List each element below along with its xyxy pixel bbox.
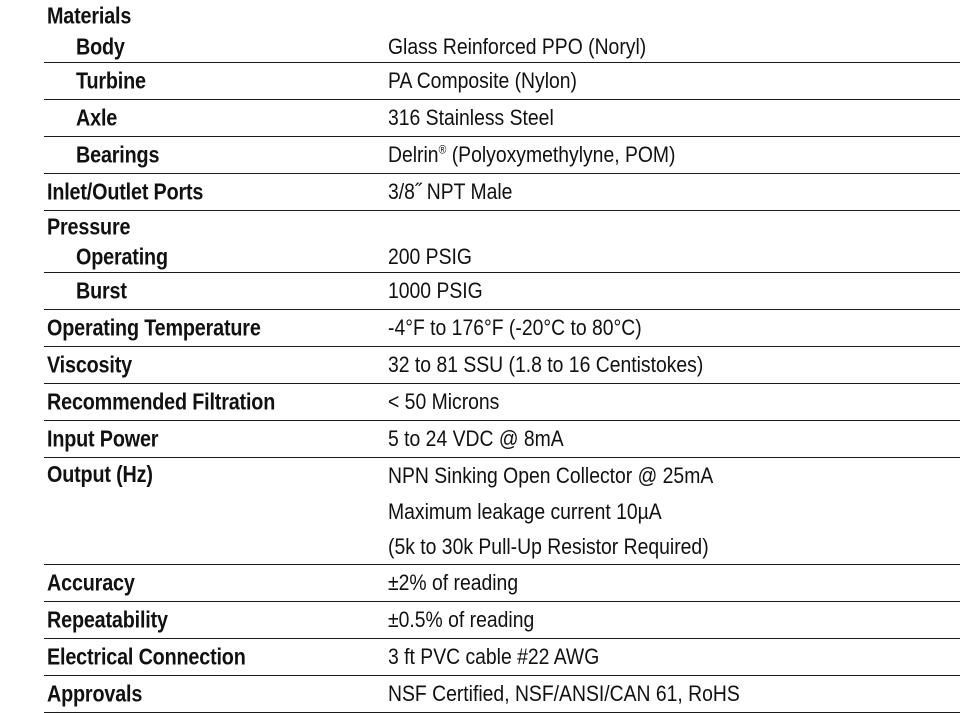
spec-row-operating-pressure <box>44 242 960 273</box>
approvals-value: NSF Certified, NSF/ANSI/CAN 61, RoHS <box>388 681 740 706</box>
accuracy-label: Accuracy <box>47 569 135 596</box>
specifications-table <box>44 0 960 713</box>
ports-value: 3/8˝ NPT Male <box>388 179 513 204</box>
temperature-value: -4°F to 176°F (-20°C to 80°C) <box>388 315 642 340</box>
axle-value: 316 Stainless Steel <box>388 105 554 130</box>
materials-heading: Materials <box>47 2 132 29</box>
spec-row-turbine <box>44 63 960 100</box>
spec-row-axle <box>44 100 960 137</box>
viscosity-value: 32 to 81 SSU (1.8 to 16 Centistokes) <box>388 352 704 377</box>
input-power-label: Input Power <box>47 425 159 452</box>
bearings-value-main: Delrin <box>388 142 439 167</box>
spec-row-bearings <box>44 137 960 174</box>
repeatability-label: Repeatability <box>47 606 168 633</box>
bearings-value-rest: (Polyoxymethylyne, POM) <box>446 142 676 167</box>
output-label: Output (Hz) <box>47 461 153 487</box>
spec-row-burst-pressure <box>44 273 960 310</box>
axle-label: Axle <box>76 104 118 131</box>
spec-row-ports <box>44 174 960 211</box>
spec-row-input-power <box>44 421 960 458</box>
spec-row-accuracy <box>44 565 960 602</box>
spec-row-repeatability <box>44 602 960 639</box>
turbine-value: PA Composite (Nylon) <box>388 68 578 93</box>
accuracy-value: ±2% of reading <box>388 570 519 595</box>
spec-row-temperature <box>44 310 960 347</box>
output-line: (5k to 30k Pull-Up Resistor Required) <box>388 534 709 559</box>
filtration-label: Recommended Filtration <box>47 388 276 415</box>
output-line: NPN Sinking Open Collector @ 25mA <box>388 463 714 488</box>
temperature-label: Operating Temperature <box>47 314 261 341</box>
materials-heading-row <box>44 0 960 32</box>
burst-pressure-label: Burst <box>76 277 127 304</box>
spec-row-body <box>44 32 960 63</box>
registered-mark: ® <box>438 142 447 157</box>
operating-pressure-label: Operating <box>76 243 168 270</box>
spec-row-electrical <box>44 639 960 676</box>
operating-pressure-value: 200 PSIG <box>388 244 472 269</box>
body-value: Glass Reinforced PPO (Noryl) <box>388 34 647 59</box>
spec-row-output <box>44 458 960 565</box>
output-line: Maximum leakage current 10µA <box>388 498 662 524</box>
spec-row-filtration <box>44 384 960 421</box>
electrical-label: Electrical Connection <box>47 643 246 670</box>
approvals-label: Approvals <box>47 680 143 707</box>
body-label: Body <box>76 33 125 60</box>
repeatability-value: ±0.5% of reading <box>388 607 535 632</box>
pressure-heading: Pressure <box>47 213 131 239</box>
input-power-value: 5 to 24 VDC @ 8mA <box>388 426 564 451</box>
burst-pressure-value: 1000 PSIG <box>388 278 483 303</box>
ports-label: Inlet/Outlet Ports <box>47 178 204 205</box>
filtration-value: < 50 Microns <box>388 389 500 414</box>
bearings-value <box>388 142 676 168</box>
turbine-label: Turbine <box>76 67 146 94</box>
electrical-value: 3 ft PVC cable #22 AWG <box>388 644 600 669</box>
spec-row-viscosity <box>44 347 960 384</box>
spec-row-approvals <box>44 676 960 713</box>
pressure-heading-row <box>44 211 960 242</box>
viscosity-label: Viscosity <box>47 351 132 378</box>
bearings-label: Bearings <box>76 141 160 168</box>
output-value <box>388 458 758 565</box>
